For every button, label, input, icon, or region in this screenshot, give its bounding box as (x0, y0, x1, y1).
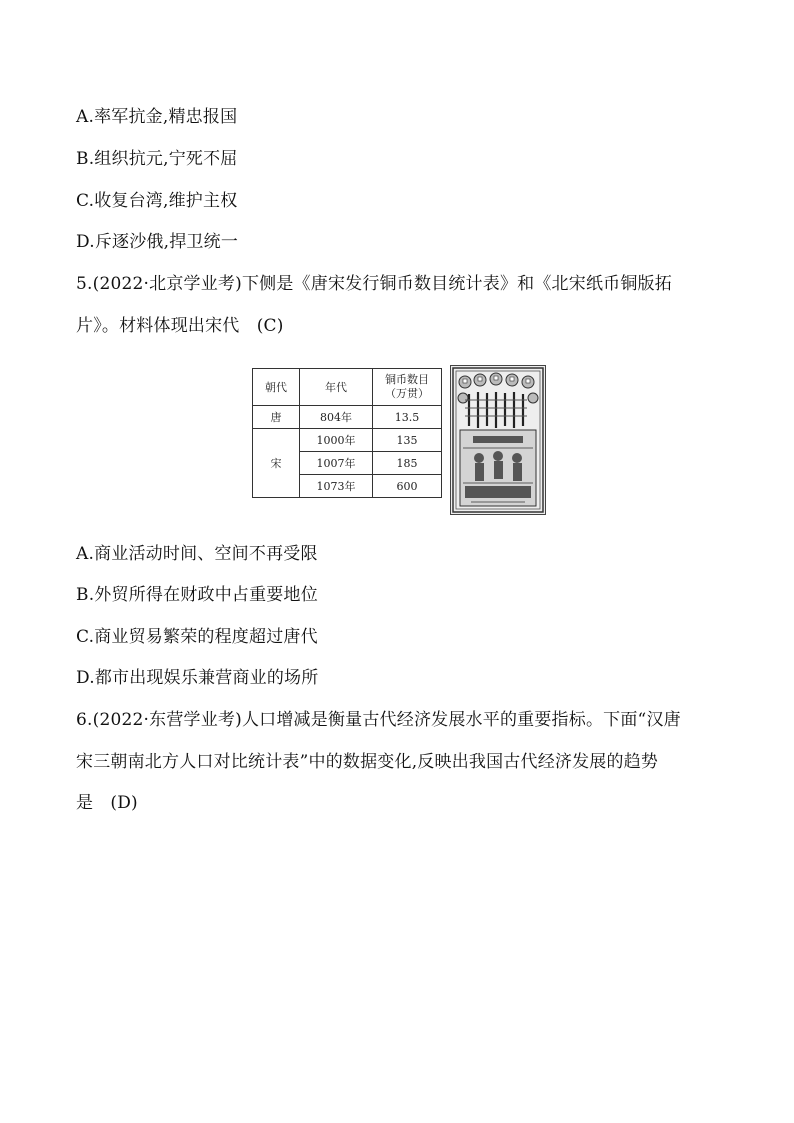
rubbing-image (451, 366, 545, 514)
header-year: 年代 (300, 369, 373, 406)
cell-value: 600 (373, 475, 442, 498)
cell-year: 804年 (300, 406, 373, 429)
question-5-stem-line2: 片》。材料体现出宋代 (C) (76, 316, 284, 336)
question-6-stem-line1: 6.(2022·东营学业考)人口增减是衡量古代经济发展水平的重要指标。下面“汉唐 (76, 710, 681, 730)
cell-dynasty-tang: 唐 (253, 406, 300, 429)
cell-value: 185 (373, 452, 442, 475)
cell-year: 1007年 (300, 452, 373, 475)
option-c: C.收复台湾,维护主权 (76, 191, 238, 211)
option-b: B.组织抗元,宁死不屈 (76, 149, 238, 169)
option-d: D.斥逐沙俄,捍卫统一 (76, 232, 239, 252)
option-d: D.都市出现娱乐兼营商业的场所 (76, 668, 319, 688)
cell-value: 13.5 (373, 406, 442, 429)
cell-year: 1000年 (300, 429, 373, 452)
option-c: C.商业贸易繁荣的程度超过唐代 (76, 627, 318, 647)
paper-money-plate-rubbing (450, 365, 546, 515)
header-coin-count: 铜币数目 （万贯） (373, 369, 442, 406)
cell-value: 135 (373, 429, 442, 452)
option-b: B.外贸所得在财政中占重要地位 (76, 585, 318, 605)
question-6-stem-line2: 宋三朝南北方人口对比统计表”中的数据变化,反映出我国古代经济发展的趋势 (76, 752, 659, 772)
option-a: A.商业活动时间、空间不再受限 (76, 544, 318, 564)
coin-issuance-table (252, 368, 442, 498)
question-5-figure (252, 365, 548, 515)
question-5-stem-line1: 5.(2022·北京学业考)下侧是《唐宋发行铜币数目统计表》和《北宋纸币铜版拓 (76, 274, 672, 294)
header-dynasty: 朝代 (253, 369, 300, 406)
option-a: A.率军抗金,精忠报国 (76, 107, 238, 127)
cell-year: 1073年 (300, 475, 373, 498)
cell-dynasty-song: 宋 (253, 429, 300, 498)
question-6-stem-line3: 是 (D) (76, 793, 138, 813)
